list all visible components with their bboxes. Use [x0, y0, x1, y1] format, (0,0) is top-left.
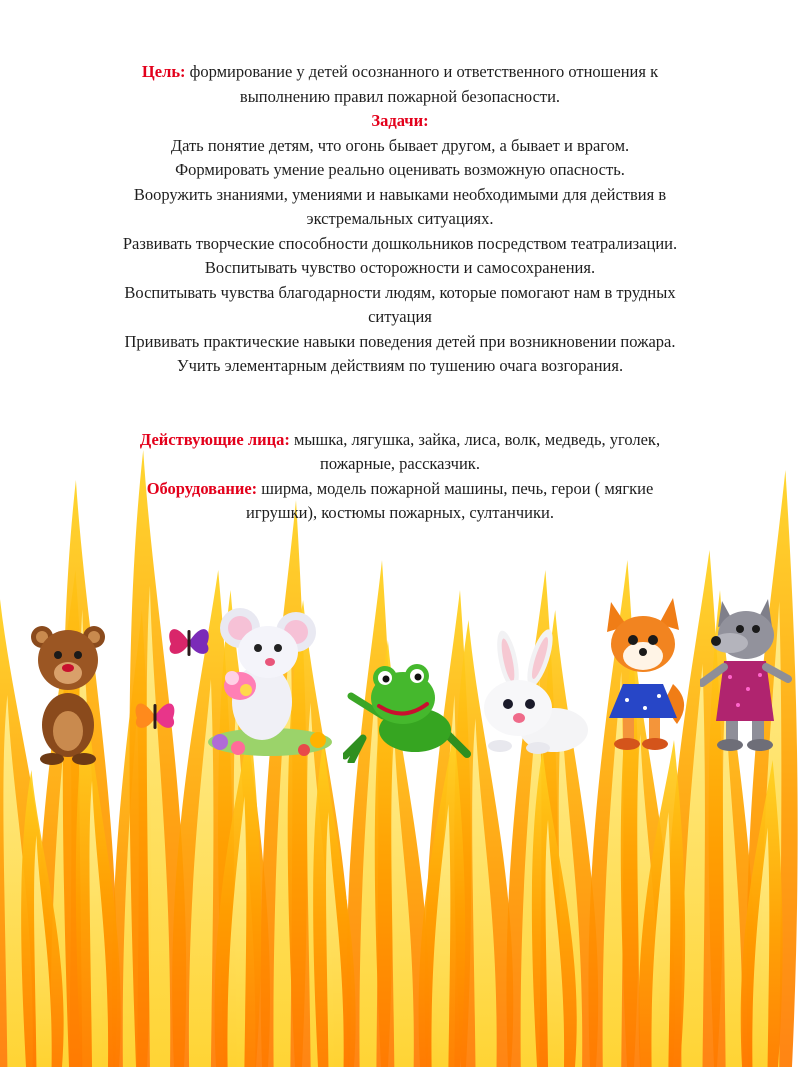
characters-line-1: [40, 428, 760, 453]
equipment-label: Оборудование:: [146, 478, 258, 498]
task-line: Развивать творческие способности дошкольников посредством театрализации.: [122, 233, 678, 253]
fox-illustration: [597, 592, 689, 754]
equipment-line-1: [40, 477, 760, 502]
wolf-illustration: [700, 597, 792, 752]
task-line: Вооружить знаниями, умениями и навыками необходимыми для действия в: [133, 184, 667, 204]
goal-text-1: формирование у детей осознанного и ответственного отношения к: [185, 62, 659, 81]
mouse-illustration: [200, 602, 335, 760]
goal-text-2: выполнению правил пожарной безопасности.: [239, 86, 561, 106]
tasks-heading: Задачи:: [371, 111, 429, 130]
bunny-illustration: [478, 628, 593, 756]
task-line: ситуация: [368, 307, 432, 326]
task-line: Воспитывать чувства благодарности людям, которые помогают нам в трудных: [124, 282, 676, 302]
characters-text-2: пожарные, рассказчик.: [320, 454, 480, 473]
task-line: Дать понятие детям, что огонь бывает другом, а бывает и врагом.: [170, 135, 630, 155]
goal-line-1: [40, 60, 760, 85]
equipment-text-1: ширма, модель пожарной машины, печь, герои ( мягкие: [257, 478, 654, 498]
butterfly-illustration: [132, 695, 178, 737]
spacer: [40, 379, 760, 428]
equipment-text-2: игрушки), костюмы пожарных, султанчики.: [246, 503, 554, 522]
task-line: экстремальных ситуациях.: [306, 209, 494, 228]
main-text: [40, 60, 760, 526]
frog-illustration: [343, 658, 473, 763]
goal-label: Цель:: [141, 62, 186, 81]
task-line: Формировать умение реально оценивать возможную опасность.: [175, 160, 625, 179]
task-line: Учить элементарным действиям по тушению очага возгорания.: [176, 356, 624, 375]
characters-text-1: мышка, лягушка, зайка, лиса, волк, медведь, уголек,: [289, 429, 661, 449]
task-line: Прививать практические навыки поведения детей при возникновении пожара.: [124, 331, 676, 351]
task-line: Воспитывать чувство осторожности и самосохранения.: [204, 258, 596, 277]
bear-illustration: [28, 615, 108, 765]
characters-label: Действующие лица:: [139, 429, 290, 449]
